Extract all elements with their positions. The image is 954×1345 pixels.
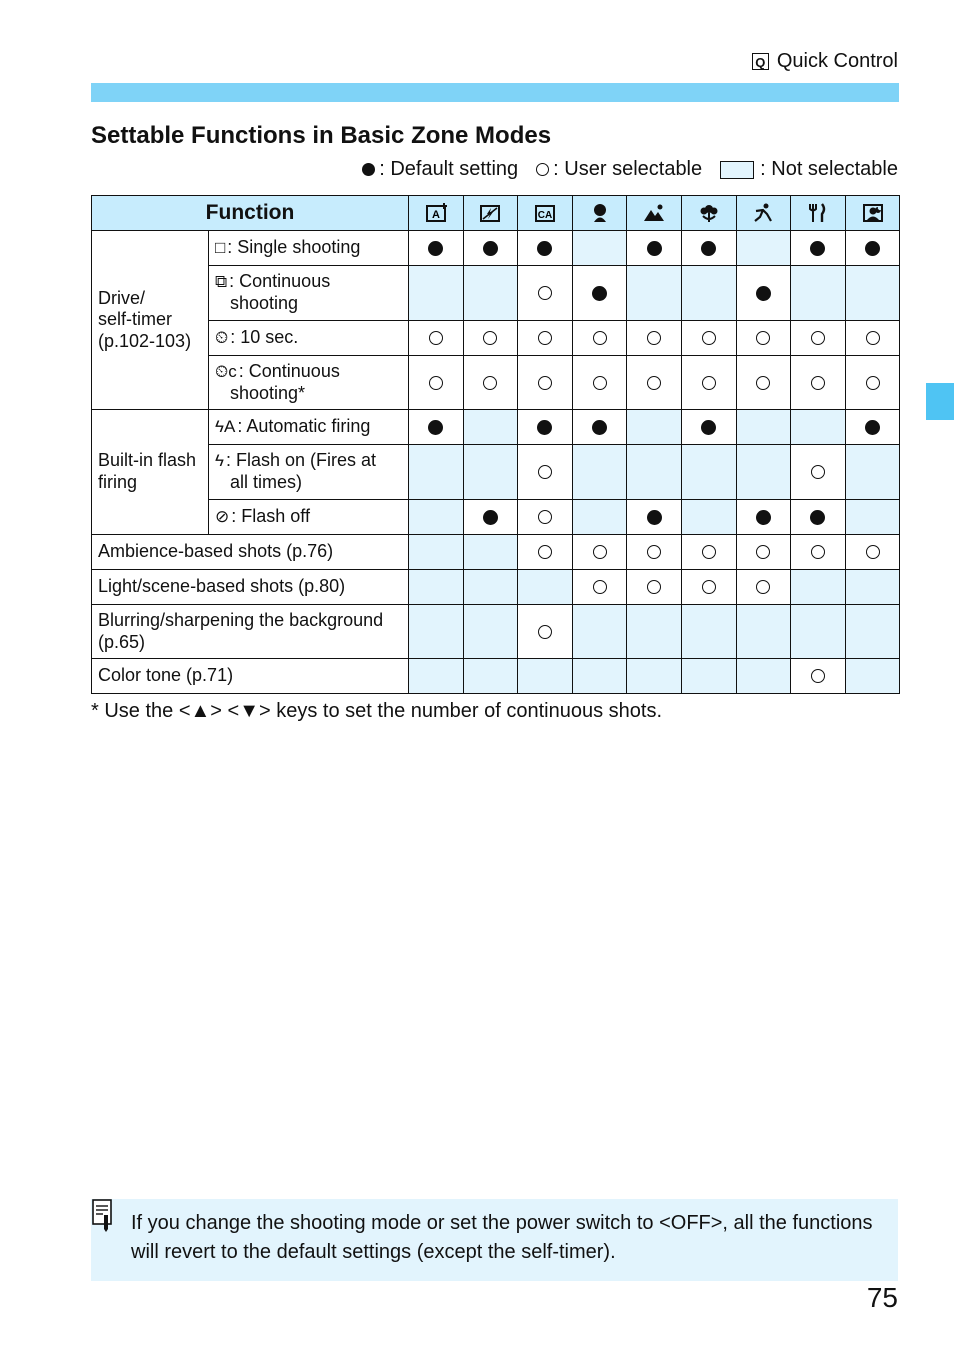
user-selectable-circle [593, 545, 607, 559]
function-cell [209, 231, 409, 266]
function-label: : Single shooting [227, 237, 361, 258]
user-selectable-circle [702, 376, 716, 390]
user-selectable-circle [647, 376, 661, 390]
mode-cell [791, 231, 846, 266]
quick-control-icon: Q [752, 53, 769, 70]
mode-cell [409, 445, 464, 500]
page-number: 75 [866, 1282, 898, 1313]
default-setting-dot [756, 286, 771, 301]
user-selectable-circle [866, 545, 880, 559]
table-row [92, 266, 900, 321]
mode-cell [463, 535, 518, 570]
mode-cell [463, 605, 518, 659]
table-row [92, 321, 900, 356]
mode-cell [681, 231, 736, 266]
drive-flash-icon: ⧉ [215, 272, 228, 292]
mode-cell [627, 605, 682, 659]
function-label: : Continuous shooting [229, 271, 331, 313]
mode-header-6 [681, 196, 736, 231]
mode-cell [736, 659, 791, 694]
mode-cell [845, 659, 900, 694]
mode-cell [572, 410, 627, 445]
mode-cell [518, 500, 573, 535]
mode-header-4 [572, 196, 627, 231]
default-setting-dot [647, 241, 662, 256]
portrait-icon [587, 201, 613, 225]
mode-cell [463, 410, 518, 445]
user-selectable-circle [702, 331, 716, 345]
mode-cell [736, 321, 791, 356]
mode-header-2 [463, 196, 518, 231]
mode-cell [518, 266, 573, 321]
mode-cell [627, 410, 682, 445]
user-selectable-circle [811, 669, 825, 683]
mode-cell [736, 231, 791, 266]
mode-cell [409, 535, 464, 570]
user-selectable-circle [756, 376, 770, 390]
mode-cell [627, 321, 682, 356]
chapter-tab [926, 383, 954, 420]
close-up-icon [696, 201, 722, 225]
functions-table [91, 195, 900, 694]
mode-cell [463, 266, 518, 321]
mode-cell [627, 535, 682, 570]
svg-text:CA: CA [537, 210, 553, 221]
function-label: : Flash off [231, 506, 310, 527]
food-icon [805, 201, 831, 225]
user-selectable-circle [647, 545, 661, 559]
table-row [92, 356, 900, 410]
function-cell [209, 410, 409, 445]
user-selectable-circle [538, 286, 552, 300]
landscape-icon [641, 201, 667, 225]
mode-cell [409, 659, 464, 694]
mode-cell [627, 356, 682, 410]
mode-cell [409, 500, 464, 535]
mode-cell [681, 445, 736, 500]
drive-flash-icon: □ [215, 238, 226, 258]
user-selectable-circle [429, 331, 443, 345]
mode-header-1 [409, 196, 464, 231]
mode-cell [463, 570, 518, 605]
quick-control-label: Quick Control [776, 50, 898, 72]
function-label: : Flash on (Fires at all times) [226, 450, 377, 492]
table-row [92, 535, 900, 570]
mode-header-9 [845, 196, 900, 231]
user-selectable-circle [593, 331, 607, 345]
mode-cell [409, 356, 464, 410]
flash-off-icon [477, 201, 503, 225]
mode-cell [518, 410, 573, 445]
legend-user: : User selectable [536, 158, 702, 181]
header-bar [91, 83, 899, 102]
default-setting-dot [647, 510, 662, 525]
user-selectable-circle [538, 625, 552, 639]
sports-icon [750, 201, 776, 225]
default-setting-dot [701, 420, 716, 435]
default-setting-dot [592, 420, 607, 435]
default-setting-dot [701, 241, 716, 256]
user-selectable-circle [702, 545, 716, 559]
mode-cell [627, 570, 682, 605]
table-row [92, 231, 900, 266]
function-cell [209, 321, 409, 356]
svg-text:A: A [431, 209, 440, 221]
default-setting-dot [483, 241, 498, 256]
default-setting-dot [810, 241, 825, 256]
mode-cell [681, 410, 736, 445]
mode-cell [627, 500, 682, 535]
mode-header-3 [518, 196, 573, 231]
user-selectable-circle [756, 580, 770, 594]
mode-cell [518, 659, 573, 694]
mode-cell [845, 605, 900, 659]
user-selectable-circle [866, 376, 880, 390]
mode-cell [791, 410, 846, 445]
legend-default: : Default setting [362, 158, 518, 181]
open-circle-icon [536, 163, 549, 176]
user-selectable-circle [538, 510, 552, 524]
mode-cell [845, 570, 900, 605]
drive-flash-icon: ⊘ [215, 507, 230, 527]
mode-cell [845, 410, 900, 445]
user-selectable-circle [811, 376, 825, 390]
table-row [92, 570, 900, 605]
mode-cell [518, 321, 573, 356]
mode-cell [736, 535, 791, 570]
mode-cell [681, 356, 736, 410]
default-setting-dot [592, 286, 607, 301]
mode-cell [736, 410, 791, 445]
mode-cell [736, 500, 791, 535]
default-setting-dot [865, 241, 880, 256]
mode-cell [845, 356, 900, 410]
default-setting-dot [756, 510, 771, 525]
mode-cell [627, 231, 682, 266]
mode-header-7 [736, 196, 791, 231]
mode-cell [736, 356, 791, 410]
creative-auto-icon [532, 201, 558, 225]
mode-cell [572, 445, 627, 500]
mode-cell [572, 500, 627, 535]
quick-control-header [752, 50, 898, 73]
mode-cell [627, 445, 682, 500]
drive-flash-icon: ϟ [215, 451, 224, 471]
user-selectable-circle [483, 331, 497, 345]
table-row [92, 605, 900, 659]
mode-cell [572, 659, 627, 694]
drive-flash-icon: ϟA [215, 417, 236, 437]
mode-cell [409, 570, 464, 605]
mode-cell [845, 500, 900, 535]
user-selectable-circle [702, 580, 716, 594]
night-portrait-icon [860, 201, 886, 225]
mode-cell [572, 266, 627, 321]
note-text: If you change the shooting mode or set the power switch to <OFF>, all the functions will revert to the default settings (except the self-timer). [131, 1212, 873, 1263]
default-setting-dot [537, 241, 552, 256]
mode-cell [791, 605, 846, 659]
user-selectable-circle [756, 331, 770, 345]
default-setting-dot [810, 510, 825, 525]
mode-cell [681, 321, 736, 356]
function-label: : 10 sec. [230, 327, 299, 348]
mode-cell [409, 231, 464, 266]
mode-cell [518, 570, 573, 605]
mode-cell [681, 266, 736, 321]
mode-cell [518, 445, 573, 500]
mode-cell [681, 500, 736, 535]
function-header: Function [92, 196, 409, 231]
default-setting-dot [428, 241, 443, 256]
mode-header-5 [627, 196, 682, 231]
mode-cell [572, 605, 627, 659]
mode-cell [409, 321, 464, 356]
mode-cell [572, 535, 627, 570]
note-box [91, 1199, 898, 1281]
user-selectable-circle [593, 580, 607, 594]
function-cell [209, 500, 409, 535]
mode-cell [463, 356, 518, 410]
user-selectable-circle [538, 376, 552, 390]
user-selectable-circle [429, 376, 443, 390]
scene-intelligent-auto-icon [423, 201, 449, 225]
table-row [92, 410, 900, 445]
user-selectable-circle [593, 376, 607, 390]
mode-cell [409, 410, 464, 445]
mode-cell [791, 570, 846, 605]
function-cell [209, 356, 409, 410]
mode-cell [845, 535, 900, 570]
mode-cell [409, 605, 464, 659]
mode-cell [572, 231, 627, 266]
mode-cell [627, 266, 682, 321]
function-cell: Blurring/sharpening the background (p.65) [92, 605, 409, 659]
mode-cell [791, 445, 846, 500]
function-cell: Ambience-based shots (p.76) [92, 535, 409, 570]
mode-cell [572, 570, 627, 605]
mode-cell [736, 266, 791, 321]
function-label: : Automatic firing [237, 416, 371, 437]
mode-cell [681, 570, 736, 605]
mode-cell [518, 535, 573, 570]
user-selectable-circle [538, 465, 552, 479]
shaded-box-icon [720, 161, 754, 179]
mode-cell [791, 266, 846, 321]
drive-flash-icon: ⏲c [215, 361, 237, 381]
default-setting-dot [483, 510, 498, 525]
mode-cell [409, 266, 464, 321]
mode-cell [463, 659, 518, 694]
table-row [92, 445, 900, 500]
default-setting-dot [428, 420, 443, 435]
mode-cell [572, 356, 627, 410]
mode-cell [463, 231, 518, 266]
user-selectable-circle [483, 376, 497, 390]
category-cell: Built-in flash firing [92, 410, 209, 535]
function-label: : Continuous shooting* [230, 360, 340, 403]
mode-cell [736, 605, 791, 659]
user-selectable-circle [811, 465, 825, 479]
default-setting-dot [865, 420, 880, 435]
default-setting-dot [537, 420, 552, 435]
function-cell [209, 445, 409, 500]
user-selectable-circle [811, 331, 825, 345]
table-row [92, 500, 900, 535]
user-selectable-circle [756, 545, 770, 559]
memo-icon [91, 1199, 115, 1233]
mode-cell [845, 231, 900, 266]
mode-cell [791, 535, 846, 570]
mode-cell [572, 321, 627, 356]
filled-dot-icon [362, 163, 375, 176]
mode-cell [736, 445, 791, 500]
user-selectable-circle [647, 580, 661, 594]
user-selectable-circle [538, 331, 552, 345]
mode-cell [681, 535, 736, 570]
mode-cell [791, 321, 846, 356]
mode-cell [845, 266, 900, 321]
mode-cell [791, 500, 846, 535]
user-selectable-circle [538, 545, 552, 559]
mode-cell [627, 659, 682, 694]
legend-not: : Not selectable [720, 158, 898, 181]
mode-cell [791, 659, 846, 694]
mode-cell [681, 605, 736, 659]
mode-cell [736, 570, 791, 605]
function-cell: Color tone (p.71) [92, 659, 409, 694]
function-cell [209, 266, 409, 321]
mode-cell [518, 356, 573, 410]
section-title: Settable Functions in Basic Zone Modes [91, 122, 552, 149]
user-selectable-circle [811, 545, 825, 559]
mode-cell [845, 445, 900, 500]
mode-header-8 [791, 196, 846, 231]
mode-cell [681, 659, 736, 694]
drive-flash-icon: ⏲ [215, 328, 229, 348]
mode-cell [463, 500, 518, 535]
category-cell: Drive/ self-timer (p.102-103) [92, 231, 209, 410]
user-selectable-circle [866, 331, 880, 345]
function-cell: Light/scene-based shots (p.80) [92, 570, 409, 605]
mode-cell [518, 605, 573, 659]
mode-cell [463, 321, 518, 356]
table-row [92, 659, 900, 694]
legend [344, 158, 898, 181]
user-selectable-circle [647, 331, 661, 345]
mode-cell [463, 445, 518, 500]
mode-cell [791, 356, 846, 410]
footnote: * Use the <▲> <▼> keys to set the number of continuous shots. [91, 700, 663, 722]
mode-cell [845, 321, 900, 356]
mode-cell [518, 231, 573, 266]
